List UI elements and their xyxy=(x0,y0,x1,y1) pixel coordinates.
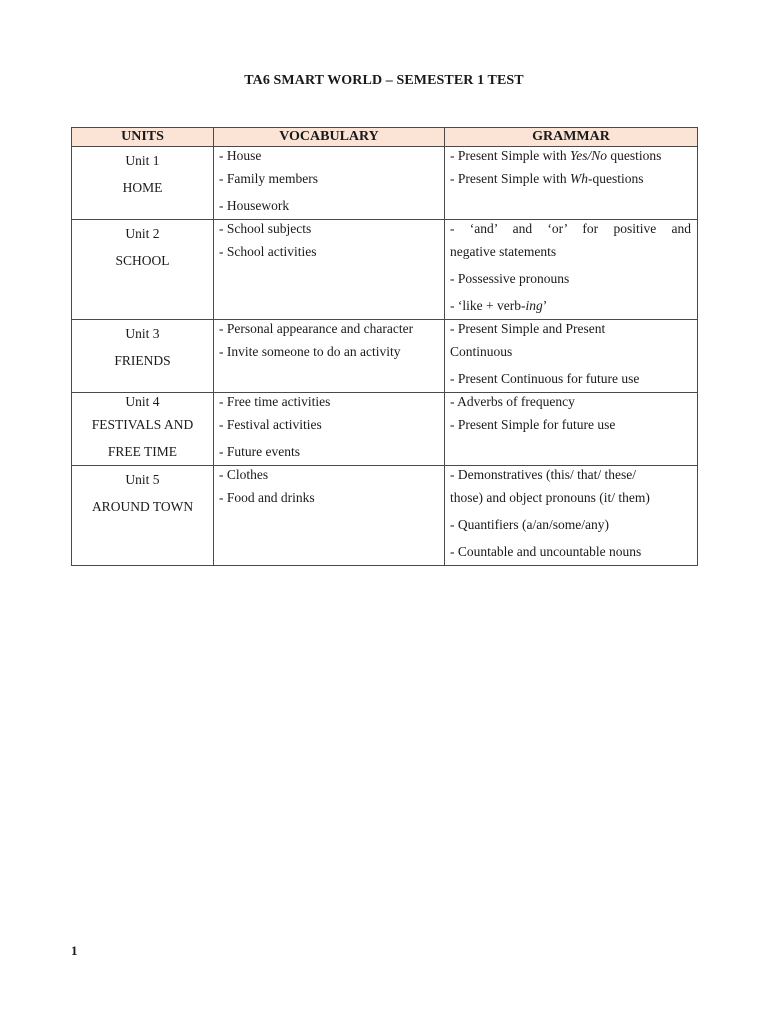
table-row-unit-2 xyxy=(72,220,698,320)
vocabulary-cell xyxy=(214,220,445,320)
table-row-unit-1 xyxy=(72,147,698,220)
vocabulary-item: - School activities xyxy=(219,244,317,259)
unit-cell xyxy=(72,220,214,320)
grammar-cell xyxy=(445,466,698,566)
table-row-unit-4 xyxy=(72,393,698,466)
unit-number: Unit 5 xyxy=(125,472,160,487)
unit-cell xyxy=(72,320,214,393)
page-title: TA6 SMART WORLD – SEMESTER 1 TEST xyxy=(244,73,524,88)
vocabulary-item: - Festival activities xyxy=(219,417,322,432)
table-header-row xyxy=(72,128,698,147)
table-row-unit-3 xyxy=(72,320,698,393)
unit-topic: AROUND TOWN xyxy=(91,499,194,514)
vocabulary-cell xyxy=(214,147,445,220)
grammar-item: - ‘and’ and ‘or’ for positive and xyxy=(450,221,691,236)
vocabulary-item: - Free time activities xyxy=(219,394,331,409)
grammar-cell xyxy=(445,147,698,220)
grammar-item: negative statements xyxy=(450,244,557,259)
grammar-item: - ‘like + verb-ing’ xyxy=(450,298,548,313)
grammar-item: - Quantifiers (a/an/some/any) xyxy=(450,517,609,532)
grammar-item: - Present Simple with Yes/No questions xyxy=(450,148,662,163)
grammar-cell xyxy=(445,320,698,393)
table-row-unit-5 xyxy=(72,466,698,566)
header-units: UNITS xyxy=(72,128,214,147)
grammar-item: - Present Simple for future use xyxy=(450,417,616,432)
grammar-item: those) and object pronouns (it/ them) xyxy=(450,490,650,505)
grammar-item: - Present Simple with Wh-questions xyxy=(450,171,644,186)
grammar-item: - Demonstratives (this/ that/ these/ xyxy=(450,467,636,482)
header-grammar: GRAMMAR xyxy=(445,128,698,147)
vocabulary-item: - Food and drinks xyxy=(219,490,315,505)
grammar-item: - Present Continuous for future use xyxy=(450,371,640,386)
vocabulary-item: - Invite someone to do an activity xyxy=(219,344,401,359)
syllabus-table xyxy=(71,127,698,566)
unit-number: Unit 3 xyxy=(125,326,160,341)
grammar-item: - Possessive pronouns xyxy=(450,271,570,286)
unit-cell xyxy=(72,466,214,566)
grammar-cell xyxy=(445,220,698,320)
vocabulary-cell xyxy=(214,466,445,566)
grammar-item: - Countable and uncountable nouns xyxy=(450,544,642,559)
vocabulary-item: - House xyxy=(219,148,262,163)
vocabulary-item: - Family members xyxy=(219,171,318,186)
unit-topic: FESTIVALS AND xyxy=(91,417,194,432)
grammar-item: - Present Simple and Present xyxy=(450,321,606,336)
vocabulary-item: - Housework xyxy=(219,198,290,213)
vocabulary-item: - School subjects xyxy=(219,221,312,236)
unit-number: Unit 2 xyxy=(125,226,160,241)
unit-topic: HOME xyxy=(122,180,163,195)
unit-cell xyxy=(72,147,214,220)
header-vocabulary: VOCABULARY xyxy=(214,128,445,147)
unit-topic: SCHOOL xyxy=(115,253,170,268)
unit-number: Unit 4 xyxy=(125,394,160,409)
unit-topic: FREE TIME xyxy=(107,444,178,459)
vocabulary-item: - Future events xyxy=(219,444,300,459)
vocabulary-cell xyxy=(214,393,445,466)
vocabulary-cell xyxy=(214,320,445,393)
vocabulary-item: - Personal appearance and character xyxy=(219,321,414,336)
unit-cell xyxy=(72,393,214,466)
grammar-item: - Adverbs of frequency xyxy=(450,394,575,409)
grammar-cell xyxy=(445,393,698,466)
unit-topic: FRIENDS xyxy=(114,353,171,368)
page-number: 1 xyxy=(71,943,78,958)
vocabulary-item: - Clothes xyxy=(219,467,269,482)
unit-number: Unit 1 xyxy=(125,153,160,168)
grammar-item: Continuous xyxy=(450,344,513,359)
